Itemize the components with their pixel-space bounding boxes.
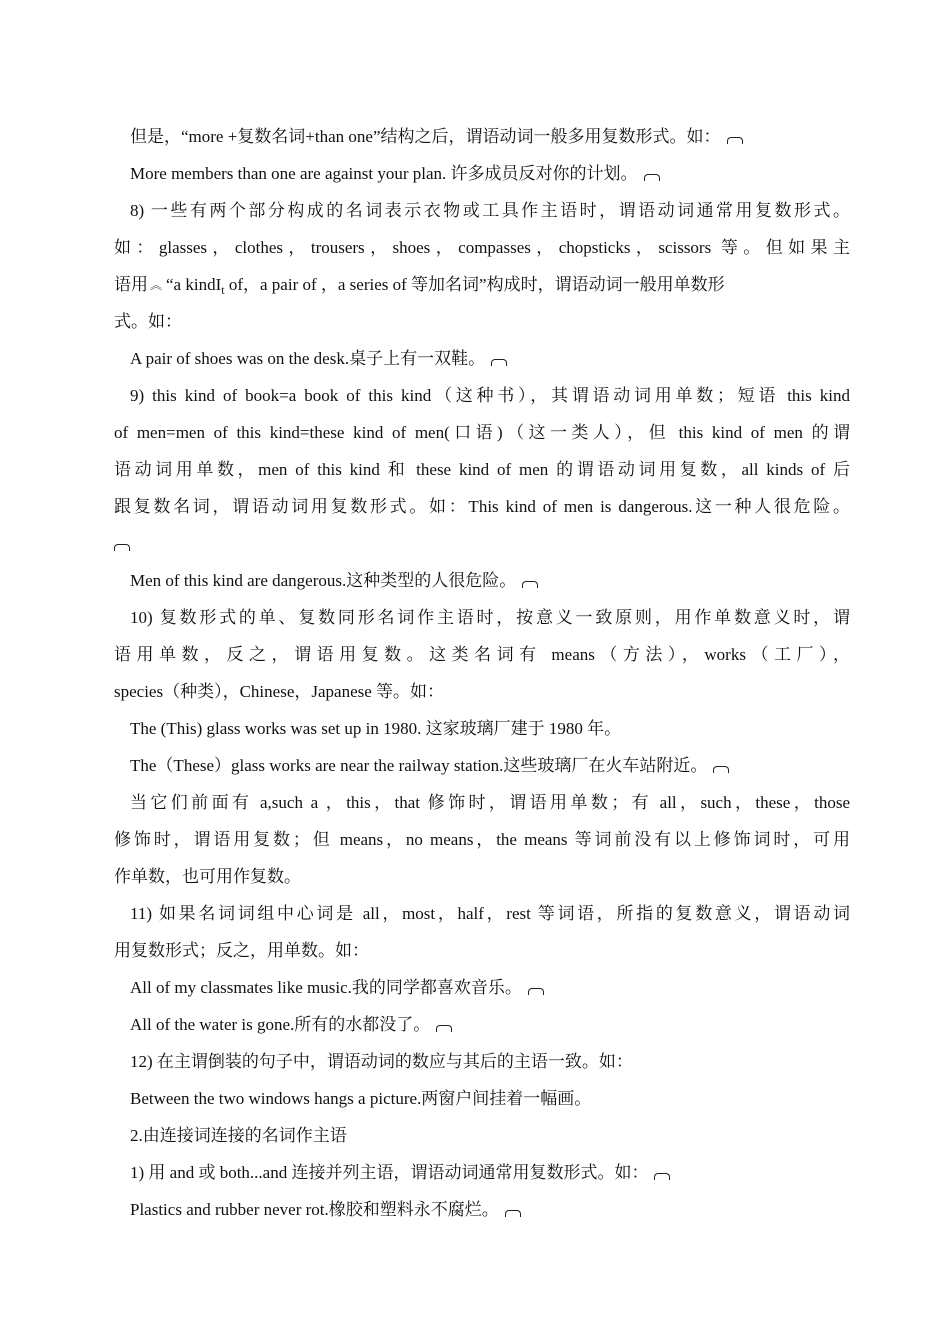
line-text-subscript: t [221,283,225,297]
text-line [114,525,850,562]
text-line [114,266,850,303]
text-line: 语动词用单数，men of this kind 和 these kind of men 的谓语动词用复数，all kinds of 后 [114,460,850,479]
text-line: 11) 如果名词词组中心词是 all，most，half，rest 等词语，所指的复数意义，谓语动词 [130,904,850,923]
paragraph-mark-icon [644,174,660,181]
text-line: 当它们前面有 a,such a ，this，that 修饰时，谓语用单数；有 all，such，these，those [130,793,850,812]
text-line [114,155,850,192]
text-line: 10) 复数形式的单、复数同形名词作主语时，按意义一致原则，用作单数意义时，谓 [130,608,850,627]
line-text-mid: “a kindI [166,275,222,294]
text-line: 式。如： [114,312,182,331]
paragraph-mark-icon [505,1210,521,1217]
text-line [114,562,850,599]
line-text: Men of this kind are dangerous.这种类型的人很危险。 [130,571,517,590]
insert-caret-icon: ︽ [150,278,163,292]
line-text: 1) 用 and 或 both...and 连接并列主语，谓语动词通常用复数形式。如： [130,1163,649,1182]
line-text-pre: 语用 [114,275,148,294]
line-text: A pair of shoes was on the desk.桌子上有一双鞋。 [130,349,486,368]
text-line: The (This) glass works was set up in 1980. 这家玻璃厂建于 1980 年。 [130,719,622,738]
section-heading: 2.由连接词连接的名词作主语 [130,1126,347,1145]
paragraph-mark-icon [654,1173,670,1180]
text-line: Between the two windows hangs a picture.两窗户间挂着一幅画。 [130,1089,592,1108]
text-line [114,747,850,784]
text-line: species（种类），Chinese，Japanese 等。如： [114,682,445,701]
paragraph-mark-icon [713,766,729,773]
text-line [114,340,850,377]
text-line: 8) 一些有两个部分构成的名词表示衣物或工具作主语时，谓语动词通常用复数形式。 [130,201,850,220]
document-body [114,118,850,1228]
paragraph-mark-icon [727,137,743,144]
text-line [114,1154,850,1191]
line-text-post: of，a pair of ，a series of 等加名词”构成时，谓语动词一般用单数形 [224,275,725,294]
line-text: Plastics and rubber never rot.橡胶和塑料永不腐烂。 [130,1200,499,1219]
text-line [114,118,850,155]
line-text: The（These）glass works are near the railway station.这些玻璃厂在火车站附近。 [130,756,708,775]
text-line [114,969,850,1006]
paragraph-mark-icon [114,544,130,551]
text-line: 用复数形式；反之，用单数。如： [114,941,369,960]
line-text: 但是，“more +复数名词+than one”结构之后，谓语动词一般多用复数形式。如： [130,127,721,146]
paragraph-mark-icon [528,988,544,995]
text-line: of men=men of this kind=these kind of men(口语)（这一类人），但 this kind of men 的谓 [114,423,850,442]
text-line: 12) 在主谓倒装的句子中，谓语动词的数应与其后的主语一致。如： [130,1052,633,1071]
paragraph-mark-icon [436,1025,452,1032]
text-line [114,1006,850,1043]
text-line: 9) this kind of book=a book of this kind（这种书），其谓语动词用单数；短语 this kind [130,386,850,405]
text-line: 语用单数，反之，谓语用复数。这类名词有 means（方法），works（工厂）， [114,645,850,664]
text-line: 如：glasses，clothes，trousers，shoes，compasses，chopsticks，scissors 等。但如果主 [114,238,850,257]
line-text: All of the water is gone.所有的水都没了。 [130,1015,431,1034]
text-line: 作单数，也可用作复数。 [114,867,301,886]
text-line: 跟复数名词，谓语动词用复数形式。如：This kind of men is dangerous.这一种人很危险。 [114,497,850,516]
paragraph-mark-icon [491,359,507,366]
line-text: More members than one are against your plan. 许多成员反对你的计划。 [130,164,638,183]
text-line [114,1191,850,1228]
paragraph-mark-icon [522,581,538,588]
line-text: All of my classmates like music.我的同学都喜欢音乐。 [130,978,522,997]
text-line: 修饰时，谓语用复数；但 means，no means，the means 等词前没有以上修饰词时，可用 [114,830,850,849]
